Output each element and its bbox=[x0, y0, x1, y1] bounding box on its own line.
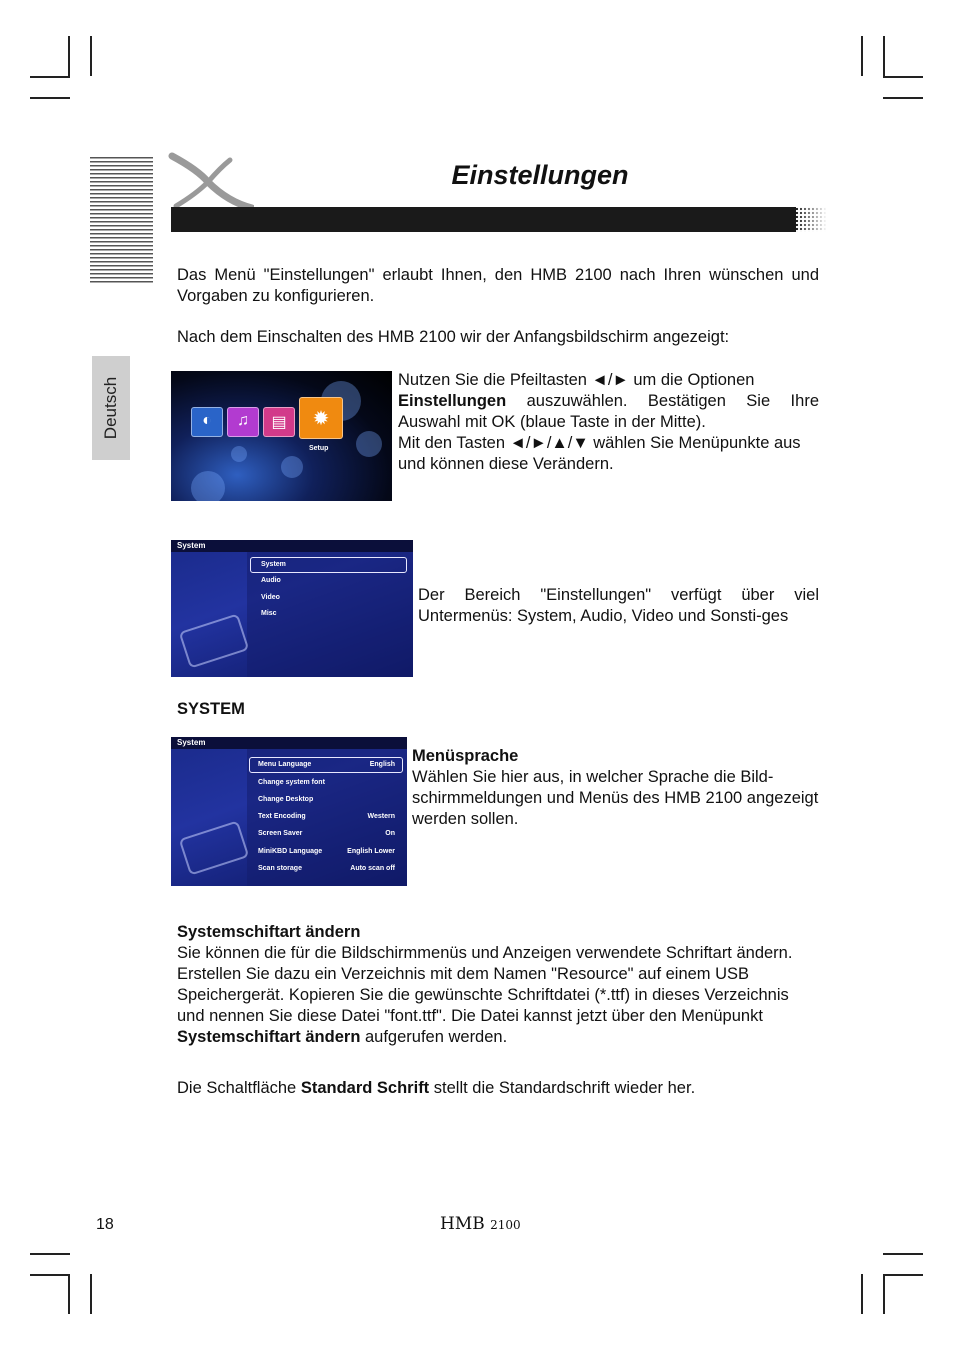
menu-language-text: Wählen Sie hier aus, in welcher Sprache die Bild-schirmmeldungen und Menüs des HMB 2100 angezeigt werden sollen. bbox=[412, 768, 819, 828]
footer-logo-text: HMB bbox=[440, 1214, 485, 1234]
music-app-icon: ♫ bbox=[227, 407, 259, 437]
system-menu-label: Change Desktop bbox=[258, 796, 314, 803]
system-menu-label: Change system font bbox=[258, 779, 325, 786]
setup-menu-item: Misc bbox=[261, 610, 277, 617]
setup-menu-item: System bbox=[261, 561, 286, 568]
system-font-text-after: aufgerufen werden. bbox=[360, 1028, 508, 1046]
intro-paragraph-1: Das Menü "Einstellungen" erlaubt Ihnen, den HMB 2100 nach Ihren wünschen und Vorgaben zu konfigurieren. bbox=[177, 266, 819, 305]
footer-logo bbox=[440, 1214, 521, 1234]
crop-mark bbox=[883, 1253, 923, 1255]
crop-mark bbox=[68, 1274, 70, 1314]
system-menu-value: Western bbox=[367, 813, 395, 820]
standard-font-bold: Standard Schrift bbox=[300, 1079, 430, 1097]
crop-mark bbox=[68, 36, 70, 76]
setup-menu-item: Audio bbox=[261, 577, 281, 584]
submenu-description: Der Bereich "Einstellungen" verfügt über viel Untermenüs: System, Audio, Video und Sonsti-ges bbox=[418, 586, 819, 625]
crop-mark bbox=[861, 1274, 863, 1314]
crop-mark bbox=[883, 1274, 923, 1276]
crop-mark bbox=[30, 97, 70, 99]
crop-mark bbox=[861, 36, 863, 76]
language-tab bbox=[92, 356, 130, 460]
setup-menu-item: Video bbox=[261, 594, 280, 601]
navigation-instructions bbox=[398, 370, 819, 475]
system-menu-label: Menu Language bbox=[258, 761, 312, 768]
setup-menu-header: System bbox=[171, 540, 413, 552]
footer-model: 2100 bbox=[490, 1218, 521, 1232]
system-font-heading: Systemschiftart ändern bbox=[177, 923, 361, 941]
crop-mark bbox=[30, 1253, 70, 1255]
page-number: 18 bbox=[96, 1216, 114, 1233]
system-menu-value: On bbox=[385, 830, 395, 837]
setup-menu-image bbox=[171, 540, 413, 677]
crop-mark bbox=[883, 1274, 885, 1314]
system-menu-label: Text Encoding bbox=[258, 813, 306, 820]
system-font-text-before: Sie können die für die Bildschirmmenüs und Anzeigen verwendete Schriftart ändern. Erstellen Sie dazu ein Verzeichnis mit dem Namen "Resource" auf einem USB Speichergerät. Kopieren Sie die gewünschte Schriftdatei (*.ttf) in dieses Verzeichnis und nennen Sie diese Datei "font.ttf". Die Datei kannst jetzt über den Menüpunkt bbox=[177, 944, 793, 1025]
crop-mark bbox=[30, 1274, 70, 1276]
standard-font-paragraph bbox=[177, 1078, 819, 1099]
settings-card-icon bbox=[179, 820, 250, 875]
language-tab-label: Deutsch bbox=[101, 376, 120, 440]
nav-line-3: Mit den Tasten ◄/►/▲/▼ wählen Sie Menüpunkte aus und können diese Verändern. bbox=[398, 434, 801, 473]
system-menu-header: System bbox=[171, 737, 407, 749]
crop-mark bbox=[90, 36, 92, 76]
standard-font-after: stellt die Standardschrift wieder her. bbox=[429, 1079, 696, 1097]
crop-mark bbox=[883, 76, 923, 78]
system-font-bold: Systemschiftart ändern bbox=[177, 1028, 361, 1046]
standard-font-before: Die Schaltfläche bbox=[177, 1079, 301, 1097]
nav-line-2-rest: auszuwählen. Bestätigen Sie Ihre Auswahl mit OK (blaue Taste in der Mitte). bbox=[398, 392, 819, 431]
title-bar-dots bbox=[795, 207, 827, 232]
nav-line-2 bbox=[398, 391, 819, 433]
system-menu-label: MiniKBD Language bbox=[258, 848, 323, 855]
setup-label: Setup bbox=[309, 445, 329, 452]
crop-mark bbox=[30, 76, 70, 78]
network-app-icon: ◐ bbox=[191, 407, 223, 437]
system-font-text bbox=[177, 943, 819, 1048]
menu-language-section bbox=[412, 746, 819, 830]
system-menu-value: English bbox=[369, 761, 395, 768]
nav-line-1: Nutzen Sie die Pfeiltasten ◄/► um die Optionen bbox=[398, 371, 755, 389]
system-menu-label: Screen Saver bbox=[258, 830, 303, 837]
settings-card-icon bbox=[179, 613, 250, 668]
system-menu-label: Scan storage bbox=[258, 865, 302, 872]
files-app-icon: ▤ bbox=[263, 407, 295, 437]
crop-mark bbox=[883, 36, 885, 76]
intro-paragraph-2: Nach dem Einschalten des HMB 2100 wir der Anfangsbildschirm angezeigt: bbox=[177, 328, 730, 346]
crop-mark bbox=[883, 97, 923, 99]
menu-language-heading: Menüsprache bbox=[412, 747, 519, 765]
system-menu-value: Auto scan off bbox=[350, 865, 395, 872]
nav-bold-settings: Einstellungen bbox=[398, 392, 507, 410]
system-font-section bbox=[177, 922, 819, 1048]
title-bar bbox=[171, 207, 796, 232]
system-menu-image bbox=[171, 737, 407, 886]
page-title: Einstellungen bbox=[451, 160, 629, 190]
crop-mark bbox=[90, 1274, 92, 1314]
system-menu-value: English Lower bbox=[347, 848, 395, 855]
section-heading-system: SYSTEM bbox=[177, 700, 245, 718]
side-stripes bbox=[90, 157, 153, 285]
home-screen-image bbox=[171, 371, 392, 501]
setup-app-icon: ✹ bbox=[299, 397, 343, 439]
brand-x-logo bbox=[168, 150, 254, 212]
